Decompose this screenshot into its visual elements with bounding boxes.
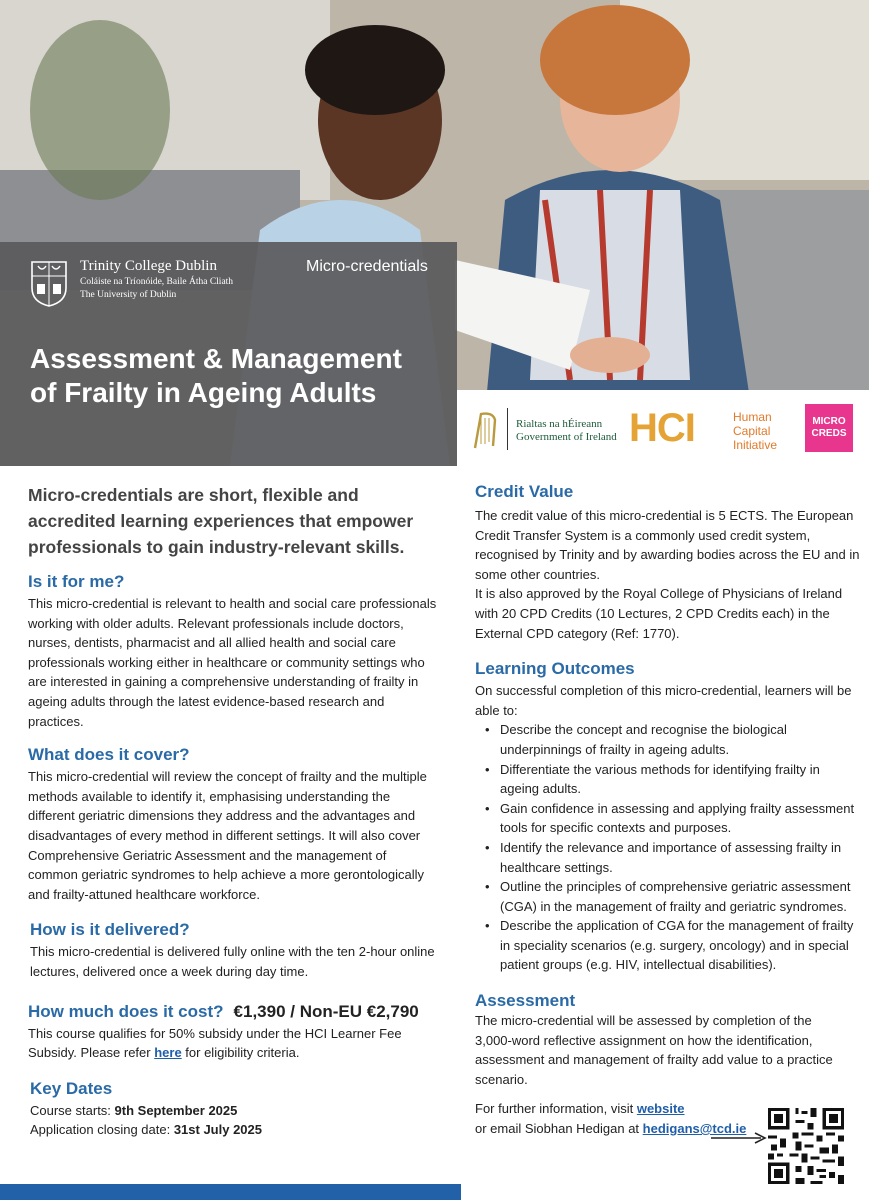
outcome-item: • Identify the relevance and importance of assessing frailty in healthcare settings.: [500, 838, 860, 877]
for-me-text: This micro-credential is relevant to health and social care professionals working with older adults. Relevant professionals include doctors, nurses, dentists, pharmacist and all allied health and social care professionals working either in healthcare or community settings who are interested in gaining a comprehensive understanding of frailty in ageing adults through the latest evidence-based research and practices.: [28, 596, 437, 729]
delivered-text: This micro-credential is delivered fully online with the ten 2-hour online lectures, delivered once a week during day time.: [30, 944, 435, 979]
cost-price: €1,390 / Non-EU €2,790: [233, 1001, 419, 1021]
cost-text: [28, 1024, 438, 1063]
gov-divider: [507, 408, 508, 450]
hci-line-3: Initiative: [733, 438, 778, 452]
microcreds-line-1: MICRO: [812, 416, 846, 427]
title-line-1: Assessment & Management: [30, 343, 402, 374]
outcome-item: • Gain confidence in assessing and applying frailty assessment tools for specific contexts and purposes.: [500, 799, 860, 838]
outcome-item: • Differentiate the various methods for identifying frailty in ageing adults.: [500, 760, 860, 799]
outcome-item: • Outline the principles of comprehensive geriatric assessment (CGA) in the management of frailty and geriatric syndromes.: [500, 877, 860, 916]
cover-heading: What does it cover?: [28, 745, 190, 765]
tcd-crest-icon: [30, 260, 68, 308]
footer-bar: [0, 1184, 461, 1200]
cost-heading: [28, 1002, 438, 1022]
course-start-date: 9th September 2025: [114, 1102, 238, 1118]
arrow-right-icon: [711, 1132, 767, 1144]
microcreds-logo: [805, 404, 853, 452]
intro-statement: Micro-credentials are short, flexible and accredited learning experiences that empower professionals to gain industry-relevant skills.: [28, 485, 414, 557]
hci-line-1: Human: [733, 410, 772, 424]
email-link[interactable]: hedigans@tcd.ie: [642, 1121, 747, 1137]
microcreds-line-2: CREDS: [811, 428, 847, 439]
closing-date-label: Application closing date:: [30, 1122, 174, 1138]
outcomes-list: [475, 720, 860, 975]
university-irish-name: Coláiste na Tríonóide, Baile Átha Cliath: [80, 277, 234, 287]
assessment-heading: Assessment: [475, 991, 576, 1011]
gov-english-name: Government of Ireland: [516, 431, 617, 443]
harp-icon: [471, 410, 499, 450]
credit-text-2: It is also approved by the Royal College of Physicians of Ireland with 20 CPD Credits (10 Lectures, 2 CPD Credits each) in the External CPD category (Ref: 1770).: [475, 586, 843, 641]
hci-label: [733, 410, 777, 452]
partner-logos: [457, 390, 869, 466]
closing-date-line: [28, 1120, 438, 1140]
cost-text-before: This course qualifies for 50% subsidy under the HCI Learner Fee Subsidy. Please refer: [28, 1025, 402, 1061]
gov-irish-name: Rialtas na hÉireann: [516, 418, 603, 430]
assessment-text: The micro-credential will be assessed by completion of the 3,000-word reflective assignment on how the identification, assessment and management of frailty add value to a practice scenario.: [475, 1013, 833, 1087]
course-start-line: [28, 1101, 438, 1121]
cover-text: This micro-credential will review the concept of frailty and the multiple methods available to identify it, emphasising understanding the different geriatric dimensions they address and the advantages and disadvantages of every method in different settings. It will also cover Comprehensive Geriatric Assessment and the management of common geriatric syndromes to help achieve a more gerontologically and frailty-attuned healthcare workforce.: [28, 769, 427, 902]
left-column: [28, 482, 438, 1140]
hci-line-2: Capital: [733, 424, 771, 438]
email-text: or email Siobhan Hedigan at: [475, 1121, 643, 1137]
outcomes-heading: Learning Outcomes: [475, 659, 635, 679]
title-panel: [0, 242, 457, 466]
key-dates-heading: Key Dates: [30, 1078, 113, 1098]
course-start-label: Course starts:: [30, 1102, 115, 1118]
hci-logo: HCI: [629, 406, 695, 450]
closing-date: 31st July 2025: [173, 1122, 262, 1138]
credit-text-1: The credit value of this micro-credential is 5 ECTS. The European Credit Transfer System is a commonly used credit system, recognised by Trinity and by awarding bodies across the EU and in some other countries.: [475, 508, 860, 582]
cost-text-after: for eligibility criteria.: [181, 1045, 300, 1061]
section-label: Micro-credentials: [306, 258, 428, 275]
outcome-item: • Describe the concept and recognise the biological underpinnings of frailty in ageing adults.: [500, 720, 860, 759]
university-name: Trinity College Dublin: [80, 258, 217, 274]
for-me-heading: Is it for me?: [28, 572, 125, 591]
eligibility-link[interactable]: here: [154, 1045, 182, 1061]
credit-heading: Credit Value: [475, 482, 574, 501]
info-text: For further information, visit: [475, 1101, 637, 1117]
university-subtitle: The University of Dublin: [80, 290, 177, 300]
outcome-item: • Describe the application of CGA for the management of frailty in speciality scenarios (e.g. surgery, oncology) and in special patient groups (e.g. HIV, intellectual disabilities).: [500, 916, 860, 975]
cost-heading-label: How much does it cost?: [28, 1001, 224, 1021]
website-link[interactable]: website: [636, 1101, 685, 1117]
outcomes-intro: On successful completion of this micro-credential, learners will be able to:: [475, 683, 852, 718]
delivered-heading: How is it delivered?: [30, 920, 190, 940]
right-column: [475, 482, 860, 1139]
title-line-2: of Frailty in Ageing Adults: [30, 377, 377, 408]
page-title: [30, 342, 440, 410]
qr-code-icon[interactable]: [768, 1108, 844, 1184]
